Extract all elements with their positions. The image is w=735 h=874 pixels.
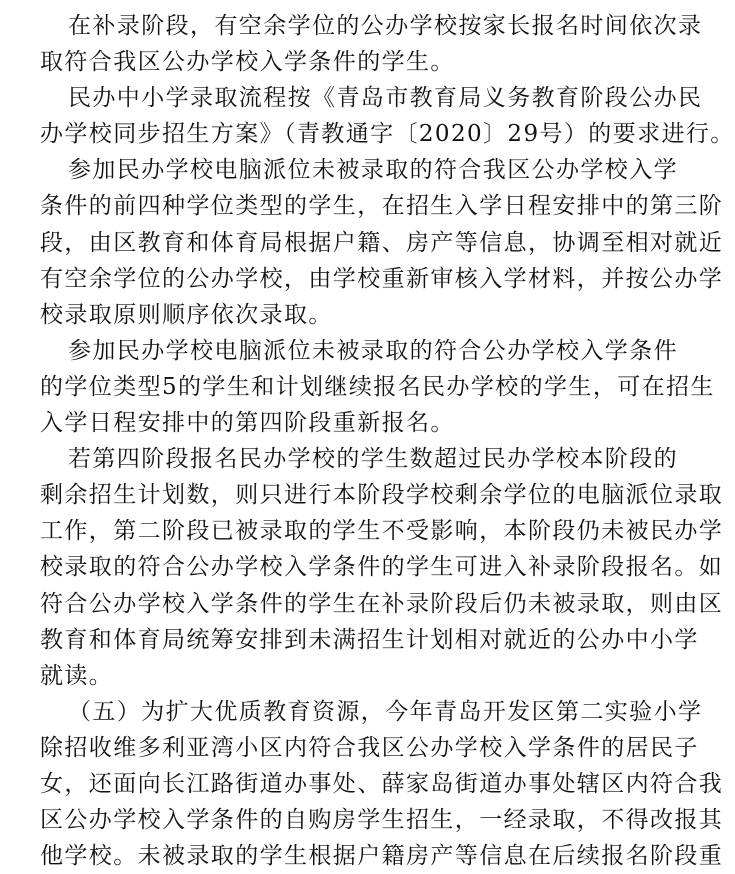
text-line: 他学校。未被录取的学生根据户籍房产等信息在后续报名阶段重	[40, 843, 724, 870]
paragraph-private-school-process	[40, 80, 735, 152]
text-line: 取符合我区公办学校入学条件的学生。	[40, 49, 455, 76]
text-line: 教育和体育局统筹安排到未满招生计划相对就近的公办中小学	[40, 626, 699, 653]
text-line: 区公办学校入学条件的自购房学生招生，一经录取，不得改报其	[40, 807, 724, 834]
text-line: 校录取的符合公办学校入学条件的学生可进入补录阶段报名。如	[40, 554, 724, 581]
text-line: 条件的前四种学位类型的学生，在招生入学日程安排中的第三阶	[40, 193, 724, 220]
text-line: 工作，第二阶段已被录取的学生不受影响，本阶段仍未被民办学	[40, 518, 724, 545]
text-line: 办学校同步招生方案》（青教通字〔2020〕29号）的要求进行。	[40, 121, 735, 148]
text-line: 民办中小学录取流程按《青岛市教育局义务教育阶段公办民	[68, 85, 703, 112]
text-line: 参加民办学校电脑派位未被录取的符合我区公办学校入学	[68, 157, 678, 184]
text-line: 符合公办学校入学条件的学生在补录阶段后仍未被录取，则由区	[40, 590, 724, 617]
paragraph-lottery-not-admitted-first-four-types	[40, 152, 724, 332]
paragraph-stage-four-over-quota	[40, 441, 724, 694]
paragraph-lottery-not-admitted-type-five	[40, 333, 715, 441]
text-line: 的学位类型5的学生和计划继续报名民办学校的学生，可在招生	[40, 373, 715, 400]
text-line: 有空余学位的公办学校，由学校重新审核入学材料，并按公办学	[40, 265, 724, 292]
text-line: 除招收维多利亚湾小区内符合我区公办学校入学条件的居民子	[40, 734, 699, 761]
paragraph-supplementary-admission	[40, 8, 703, 80]
text-line: （五）为扩大优质教育资源，今年青岛开发区第二实验小学	[68, 698, 703, 725]
paragraph-item-five-quality-resources	[40, 694, 724, 874]
text-line: 剩余招生计划数，则只进行本阶段学校剩余学位的电脑派位录取	[40, 482, 724, 509]
text-line: 入学日程安排中的第四阶段重新报名。	[40, 410, 455, 437]
text-line: 参加民办学校电脑派位未被录取的符合公办学校入学条件	[68, 337, 678, 364]
text-line: 在补录阶段，有空余学位的公办学校按家长报名时间依次录	[68, 13, 703, 39]
text-line: 女，还面向长江路街道办事处、薛家岛街道办事处辖区内符合我	[40, 770, 724, 797]
text-line: 校录取原则顺序依次录取。	[40, 301, 333, 328]
text-line: 段，由区教育和体育局根据户籍、房产等信息，协调至相对就近	[40, 229, 724, 256]
text-line: 就读。	[40, 662, 114, 689]
text-line: 若第四阶段报名民办学校的学生数超过民办学校本阶段的	[68, 446, 678, 473]
